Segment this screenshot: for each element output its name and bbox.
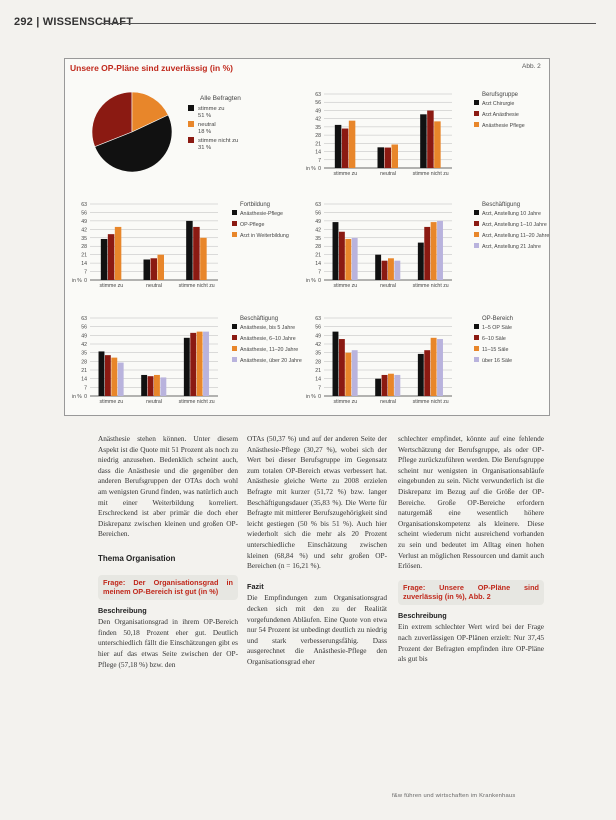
y-tick-label: 35 [81, 350, 87, 357]
y-tick-label: 42 [81, 227, 87, 234]
y-tick-label: 56 [81, 210, 87, 217]
bar-chart-fortbildung [72, 198, 302, 290]
x-tick-label: neutral [146, 399, 162, 405]
bar [339, 232, 345, 280]
x-tick-label: stimme zu [99, 283, 124, 289]
legend-label: Arzt in Weiterbildung [240, 233, 289, 239]
bar [431, 338, 437, 396]
legend-swatch [232, 335, 237, 340]
bar [158, 255, 165, 280]
legend-swatch [232, 210, 237, 215]
bar [333, 222, 339, 280]
bar [184, 338, 190, 396]
text-column-3 [398, 434, 544, 665]
bar [342, 129, 349, 168]
x-tick-label: stimme nicht zu [178, 399, 215, 405]
y-tick-label: 56 [315, 210, 321, 217]
y-tick-label: 21 [81, 368, 87, 374]
bar [424, 227, 430, 280]
y-tick-label: 63 [81, 202, 87, 208]
bar [203, 332, 209, 396]
legend-swatch [188, 105, 194, 111]
legend-title: Berufsgruppe [482, 92, 519, 98]
bar [382, 375, 388, 396]
legend-label: 6–10 Säle [482, 336, 506, 342]
bar [115, 227, 122, 280]
y-tick-label: 49 [315, 333, 321, 340]
bar [431, 222, 437, 280]
bar [349, 121, 356, 168]
y-tick-label: 0 [84, 278, 87, 284]
legend-label: Arzt, Anstellung 21 Jahre [482, 244, 541, 250]
paragraph: OTAs (50,37 %) und auf der anderen Seite der Anästhesie-Pflege (30,27 %), wobei sich der Wert bei dieser Berufsgruppe im Gegensatz zum totalen OP-Bereich etwas verbessert hat. Anästhesie gleiche Werte zu 2008 erzielen Befragte mit kurzer (51,72 %) bzw. langer Beschäftigungsdauer (35,83 %). Die Werte für Befragte mit mittlerer Berufszugehörigkeit sind leicht gestiegen (50 % bis 51 %). Auch hier wiederholt sich die mehr als 20 Prozent unterschiedliche Einschätzung zwischen kleinen (68,84 %) und sehr großen OP-Bereichen (n = 16,21 %). [247, 434, 387, 571]
bar-chart-berufsgruppe [306, 88, 546, 178]
y-tick-label: 49 [81, 333, 87, 340]
x-tick-label: stimme zu [333, 171, 358, 177]
bar [118, 363, 124, 396]
y-tick-label: 35 [315, 124, 321, 131]
legend-label: stimme nicht zu [198, 138, 239, 144]
legend-label: neutral [198, 122, 216, 128]
bar [424, 350, 430, 396]
y-tick-label: 21 [81, 252, 87, 259]
legend-label: 11–15 Säle [482, 347, 509, 353]
y-unit-label: in % [306, 166, 316, 172]
legend-title: Beschäftigung [240, 316, 279, 322]
legend-swatch [232, 221, 237, 226]
x-tick-label: stimme zu [333, 399, 358, 405]
legend-label: Anästhesie, 11–20 Jahre [240, 347, 299, 353]
bar [197, 332, 203, 396]
bar [105, 355, 111, 396]
y-tick-label: 7 [318, 385, 321, 392]
bar-chart-beschaeftigung-anaesthesie [72, 312, 302, 406]
x-tick-label: stimme nicht zu [412, 171, 449, 177]
header-rule [100, 23, 596, 24]
legend-label: 1–5 OP Säle [482, 325, 512, 331]
section-heading: Thema Organisation [98, 553, 176, 563]
data-label: 31 % [198, 145, 212, 151]
legend-label: Arzt, Anstellung 11–20 Jahre [482, 233, 550, 239]
bar [160, 377, 166, 396]
legend-swatch [232, 346, 237, 351]
x-tick-label: neutral [380, 283, 396, 289]
y-tick-label: 63 [81, 316, 87, 322]
question-box: Frage: Der Organisationsgrad in meinem OP-Bereich ist gut (in %) [98, 575, 238, 600]
bar [437, 339, 443, 396]
paragraph: schlechter empfindet, könnte auf eine fehlende Wertschätzung der Berufsgruppe, als oder OP-Pflege zurückzuführen werden. Die Berufsgruppe scheint nur wenigsten in Organisationsabläufe eingebunden zu sein. Nicht verwunderlich ist die Diskrepanz im Bezug auf die Größe der OP-Bereiche. Große OP-Bereiche erfordern naturgemäß eine wesentlich höhere Organisationskompetenz als kleinere. Diese scheint wiederum nicht ausreichend vorhanden zu sein und bedeutet im Alltag einen hohen Verlust an möglichen Ressourcen und damit auch Erlösen. [398, 434, 544, 571]
legend-swatch [474, 324, 479, 329]
figure-label: Abb. 2 [522, 63, 541, 70]
legend-swatch [474, 243, 479, 248]
legend-swatch [474, 335, 479, 340]
y-unit-label: in % [306, 394, 316, 400]
legend-swatch [474, 346, 479, 351]
bar [388, 258, 394, 280]
legend-swatch [474, 100, 479, 105]
legend-label: Anästhesie, über 20 Jahre [240, 358, 302, 364]
y-tick-label: 28 [315, 359, 321, 366]
y-tick-label: 42 [81, 342, 87, 348]
y-tick-label: 63 [315, 202, 321, 208]
legend-label: Anästhesie-Pflege [240, 211, 283, 217]
bar [151, 258, 158, 280]
bar [392, 145, 399, 168]
legend-label: OP-Pflege [240, 222, 265, 228]
y-tick-label: 28 [315, 244, 321, 251]
x-tick-label: neutral [146, 283, 162, 289]
legend-swatch [474, 210, 479, 215]
paragraph: Ein extrem schlechter Wert wird bei der Frage nach zuverlässigen OP-Plänen erzielt: Nur 37,45 Prozent der Befragten empfinden ihre OP-Pläne als gut bis [398, 622, 544, 664]
subheading: Beschreibung [98, 605, 147, 615]
y-tick-label: 7 [318, 269, 321, 276]
y-tick-label: 56 [315, 324, 321, 331]
data-label: 18 % [198, 129, 212, 135]
bar [154, 375, 160, 396]
figure-title: Unsere OP-Pläne sind zuverlässig (in %) [70, 63, 233, 73]
y-tick-label: 42 [315, 116, 321, 123]
legend-title: Fortbildung [240, 202, 271, 208]
y-tick-label: 49 [81, 218, 87, 225]
bar [388, 374, 394, 396]
bar [99, 351, 105, 396]
legend-label: Arzt Chirurgie [482, 101, 515, 107]
y-tick-label: 7 [84, 269, 87, 276]
legend-swatch [232, 324, 237, 329]
y-tick-label: 42 [315, 227, 321, 234]
y-tick-label: 14 [315, 261, 321, 268]
y-tick-label: 14 [315, 149, 321, 156]
bar [375, 379, 381, 396]
legend-label: Anästhesie Pflege [482, 123, 525, 129]
x-tick-label: stimme nicht zu [412, 399, 449, 405]
paragraph: Den Organisationsgrad in ihrem OP-Bereich finden 50,18 Prozent eher gut. Deutlich unterschiedlich fällt die Einschätzungen gibt es hier auf das etwas Seite zwischen der OP-Pflege (57,18 %) bzw. den [98, 617, 238, 669]
y-tick-label: 28 [81, 244, 87, 251]
x-tick-label: stimme zu [99, 399, 124, 405]
legend-swatch [474, 221, 479, 226]
text-column-2 [247, 434, 387, 667]
legend-label: Anästhesie, 6–10 Jahre [240, 336, 296, 342]
bar [108, 234, 115, 280]
legend-swatch [474, 122, 479, 127]
bar [378, 147, 385, 168]
legend-label: Arzt, Anstellung 10 Jahre [482, 211, 541, 217]
legend-label: Arzt, Anstellung 1–10 Jahre [482, 222, 547, 228]
bar [335, 125, 342, 168]
page-header: 292 | WISSENSCHAFT [14, 16, 134, 28]
legend-title: Beschäftigung [482, 202, 521, 208]
legend-title: OP-Bereich [482, 316, 514, 322]
bar-chart-op-bereich [306, 312, 546, 406]
y-tick-label: 0 [318, 166, 321, 172]
y-unit-label: in % [72, 278, 82, 284]
bar [382, 261, 388, 280]
y-tick-label: 28 [315, 133, 321, 140]
y-tick-label: 49 [315, 108, 321, 115]
legend-swatch [232, 232, 237, 237]
legend-label: Anästhesie, bis 5 Jahre [240, 325, 296, 331]
bar [394, 261, 400, 280]
bar [111, 358, 117, 396]
bar [186, 221, 193, 280]
bar [200, 238, 207, 280]
y-tick-label: 14 [81, 261, 87, 268]
legend-label: über 16 Säle [482, 358, 513, 364]
bar [437, 221, 443, 280]
y-tick-label: 0 [84, 394, 87, 400]
bar [375, 255, 381, 280]
y-tick-label: 56 [315, 100, 321, 107]
y-tick-label: 63 [315, 92, 321, 98]
bar [141, 375, 147, 396]
bar [434, 121, 441, 168]
y-tick-label: 7 [84, 385, 87, 392]
bar [339, 339, 345, 396]
legend-label: Arzt Anästhesie [482, 112, 519, 118]
bar [427, 111, 434, 168]
x-tick-label: stimme nicht zu [178, 283, 215, 289]
data-label: 51 % [198, 113, 212, 119]
y-tick-label: 21 [315, 252, 321, 259]
bar-chart-beschaeftigung-arzt [306, 198, 550, 290]
bar [418, 243, 424, 280]
bar [345, 239, 351, 280]
y-tick-label: 42 [315, 342, 321, 348]
y-tick-label: 49 [315, 218, 321, 225]
paragraph: Die Empfindungen zum Organisationsgrad decken sich mit den zu der Realität vorgefundenen Abläufen. Eine Quote von etwa nur 54 Prozent ist unbedingt deutlich zu niedrig und stark verbesserungsfähig. Dass ausgerechnet die Anästhesie-Pflege den Organisationsgrad eher [247, 593, 387, 666]
y-tick-label: 0 [318, 278, 321, 284]
legend-swatch [474, 357, 479, 362]
legend-swatch [188, 121, 194, 127]
bar [101, 239, 108, 280]
subheading: Beschreibung [398, 610, 447, 620]
y-tick-label: 21 [315, 368, 321, 374]
y-tick-label: 14 [81, 376, 87, 383]
bar [352, 350, 358, 396]
pie-chart-all-respondents [82, 88, 282, 178]
y-tick-label: 28 [81, 359, 87, 366]
y-tick-label: 21 [315, 141, 321, 148]
x-tick-label: neutral [380, 171, 396, 177]
paragraph: Anästhesie stehen können. Unter diesem Aspekt ist die Quote mit 51 Prozent als noch zu niedrig anzusehen. Bedenklich scheint auch, dass die Anästhesie und die gegenüber den anderen Berufsgruppen der OTAs doch wohl am wenigsten Grund finden, was natürlich auch mit einer Weiterbildung korreliert. Erschreckend ist aber primär die doch eher Diskrepanz zwischen kleinen und großen OP-Bereichen. [98, 434, 238, 539]
y-tick-label: 63 [315, 316, 321, 322]
y-tick-label: 35 [315, 235, 321, 242]
bar [394, 375, 400, 396]
bar [148, 376, 154, 396]
legend-label: stimme zu [198, 106, 225, 112]
bar [190, 333, 196, 396]
x-tick-label: stimme nicht zu [412, 283, 449, 289]
bar [420, 114, 427, 168]
subheading: Fazit [247, 581, 264, 591]
bar [385, 148, 392, 168]
legend-swatch [474, 232, 479, 237]
legend-title: Alle Befragten [200, 95, 241, 102]
bar [333, 332, 339, 396]
y-tick-label: 56 [81, 324, 87, 331]
y-tick-label: 7 [318, 157, 321, 164]
bar [144, 259, 151, 280]
bar [345, 353, 351, 396]
legend-swatch [232, 357, 237, 362]
question-box: Frage: Unsere OP-Pläne sind zuverlässig (in %), Abb. 2 [398, 580, 544, 605]
legend-swatch [188, 137, 194, 143]
bar [193, 227, 200, 280]
text-column-1 [98, 434, 238, 670]
y-tick-label: 14 [315, 376, 321, 383]
y-tick-label: 35 [81, 235, 87, 242]
legend-swatch [474, 111, 479, 116]
x-tick-label: stimme zu [333, 283, 358, 289]
bar [418, 354, 424, 396]
bar [352, 238, 358, 280]
page-footer: f&w führen und wirtschaften im Krankenhaus [392, 793, 516, 799]
y-unit-label: in % [306, 278, 316, 284]
y-tick-label: 0 [318, 394, 321, 400]
x-tick-label: neutral [380, 399, 396, 405]
y-unit-label: in % [72, 394, 82, 400]
y-tick-label: 35 [315, 350, 321, 357]
